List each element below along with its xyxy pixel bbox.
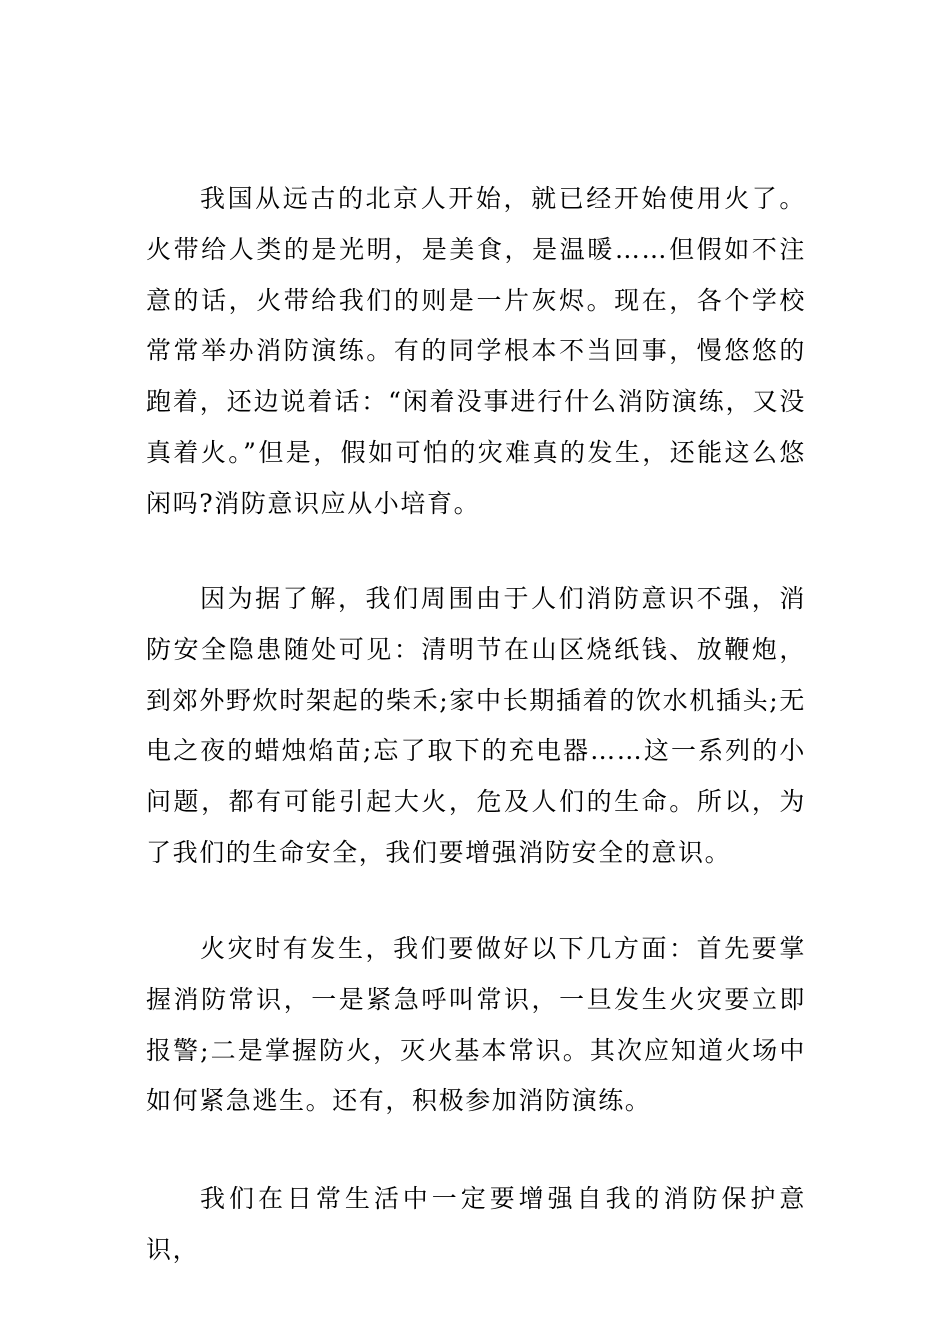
paragraph-3: 火灾时有发生，我们要做好以下几方面：首先要掌握消防常识，一是紧急呼叫常识，一旦发生火灾要立即报警;二是掌握防火，灭火基本常识。其次应知道火场中如何紧急逃生。还有，积极参加消防演练。 [146,934,806,1116]
paragraph-2: 因为据了解，我们周围由于人们消防意识不强，消防安全隐患随处可见：清明节在山区烧纸钱、放鞭炮，到郊外野炊时架起的柴禾;家中长期插着的饮水机插头;无电之夜的蜡烛焰苗;忘了取下的充电器……这一系列的小问题，都有可能引起大火，危及人们的生命。所以，为了我们的生命安全，我们要增强消防安全的意识。 [146,584,806,867]
paragraph-1: 我国从远古的北京人开始，就已经开始使用火了。火带给人类的是光明，是美食，是温暖……但假如不注意的话，火带给我们的则是一片灰烬。现在，各个学校常常举办消防演练。有的同学根本不当回事，慢悠悠的跑着，还边说着话：“闲着没事进行什么消防演练，又没真着火。”但是，假如可怕的灾难真的发生，还能这么悠闲吗?消防意识应从小培育。 [146,184,806,518]
paragraph-4: 我们在日常生活中一定要增强自我的消防保护意识， [146,1184,806,1264]
